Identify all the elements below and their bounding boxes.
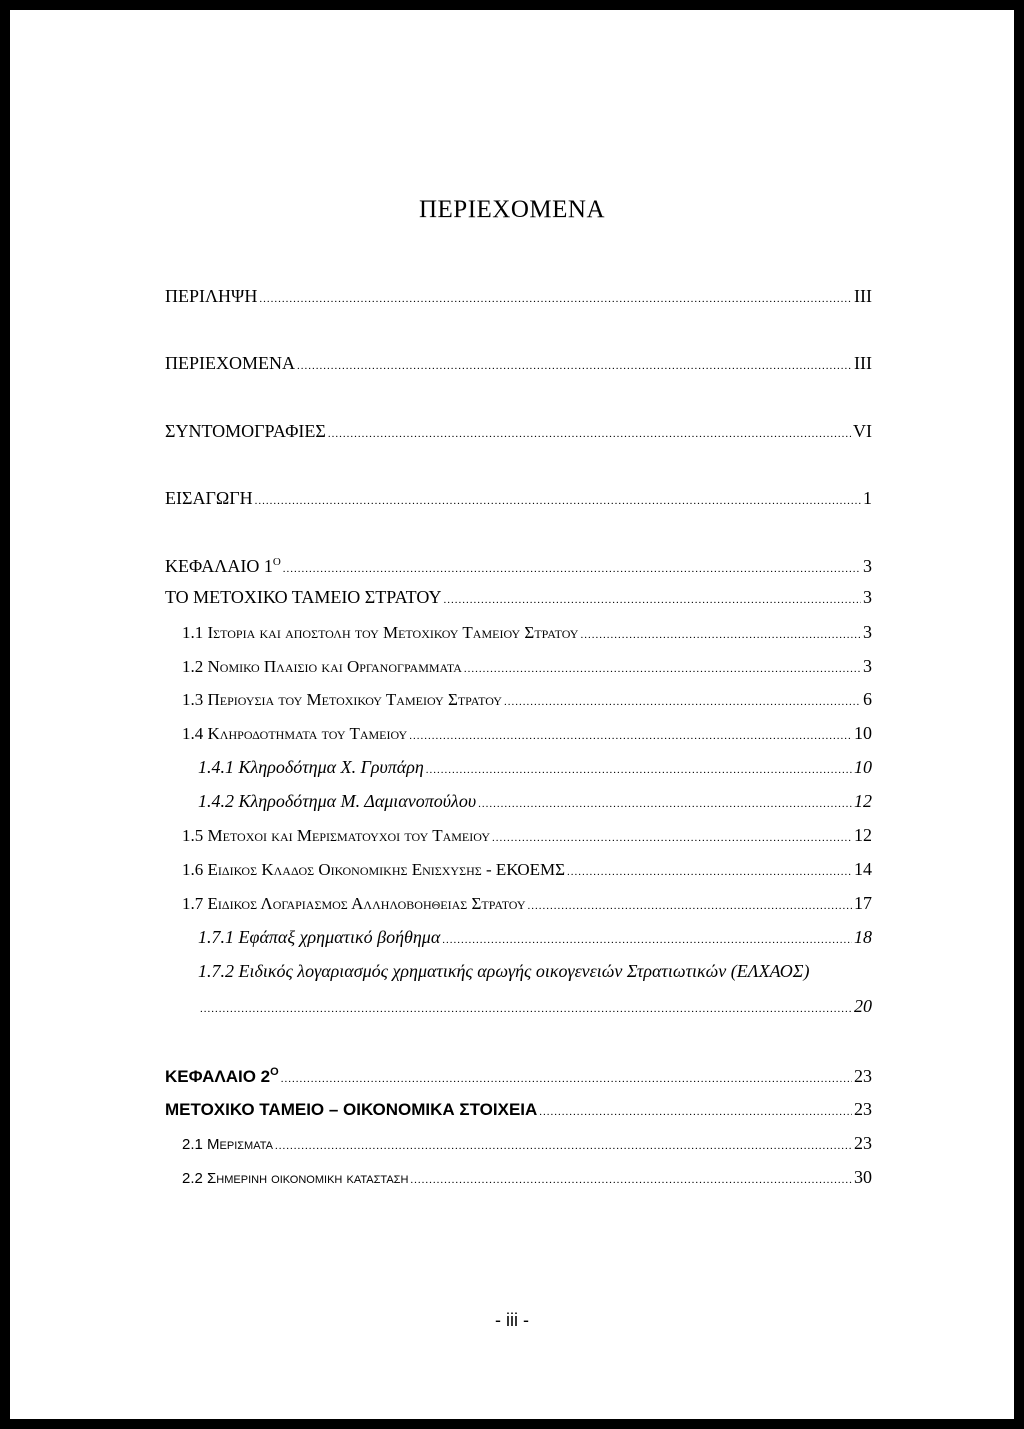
toc-label: ΕΙΣΑΓΩΓΗ (165, 488, 253, 508)
toc-leader (283, 558, 861, 580)
toc-label: 1.4 Κληροδοτηματα του Ταμειου (182, 724, 408, 743)
toc-page-number: III (854, 353, 872, 373)
toc-page-number: 1 (863, 488, 872, 508)
toc-leader (539, 1101, 852, 1123)
toc-entry-chapter-1[interactable] (165, 555, 872, 577)
toc-page-number: 6 (863, 689, 872, 709)
toc-page-number: 20 (854, 996, 872, 1016)
toc-leader (281, 1068, 852, 1090)
toc-leader (442, 929, 852, 951)
toc-page-number: 12 (854, 791, 872, 811)
toc-label: 1.6 Ειδικος Κλαδος Οικονομικης Ενισχυσης - ΕΚΟΕΜΣ (182, 860, 566, 879)
toc-leader (443, 589, 861, 611)
toc-entry-section-1-6[interactable] (182, 858, 872, 880)
toc-entry-chapter-2[interactable] (165, 1065, 872, 1087)
toc-entry-summary[interactable] (165, 285, 872, 307)
toc-page-number: 10 (854, 723, 872, 743)
toc-leader (328, 423, 851, 445)
toc-entry-section-1-4-1[interactable] (198, 756, 872, 778)
toc-label: 1.7 Ειδικος Λογαριασμος Αλληλοβοηθειας Στρατου (182, 894, 526, 913)
toc-label: 1.5 Μετοχοι και Μερισματουχοι του Ταμειου (182, 826, 490, 845)
toc-leader (492, 827, 852, 849)
toc-entry-contents[interactable] (165, 352, 872, 374)
toc-page-number: 17 (854, 893, 872, 913)
toc-entry-section-1-7[interactable] (182, 892, 872, 914)
toc-page-number: 3 (863, 587, 872, 607)
toc-leader (464, 658, 861, 680)
toc-entry-introduction[interactable] (165, 487, 872, 509)
toc-entry-section-1-1[interactable] (182, 621, 872, 643)
toc-page-number: 30 (854, 1167, 872, 1187)
toc-entry-section-1-7-2[interactable] (198, 960, 872, 982)
toc-page-number: 14 (854, 859, 872, 879)
toc-page-number: 18 (854, 927, 872, 947)
toc-entry-section-1-7-1[interactable] (198, 926, 872, 948)
toc-leader (410, 1169, 852, 1191)
toc-label: 1.1 Ιστορια και αποστολη του Μετοχικου Ταμειου Στρατου (182, 623, 579, 642)
toc-entry-section-1-4-2[interactable] (198, 790, 872, 812)
toc-page-number: III (854, 286, 872, 306)
toc-label (165, 1066, 279, 1088)
toc-leader (409, 725, 852, 747)
toc-label: 1.7.2 Ειδικός λογαριασμός χρηματικής αρωγής οικογενειών Στρατιωτικών (ΕΛΧΑΟΣ) (198, 961, 810, 981)
toc-leader (528, 895, 852, 917)
toc-page-number: 23 (854, 1133, 872, 1153)
toc-leader (426, 759, 852, 781)
toc-entry-abbreviations[interactable] (165, 420, 872, 442)
toc-leader (580, 624, 861, 646)
toc-leader (504, 691, 861, 713)
toc-page-number: 23 (854, 1066, 872, 1086)
toc-entry-section-2-2[interactable] (182, 1166, 872, 1188)
chapter-heading: ΚΕΦΑΛΑΙΟ 2 (165, 1067, 271, 1086)
page-title: ΠΕΡΙΕΧΟΜΕΝΑ (418, 196, 606, 223)
toc-label: 1.2 Νομικο Πλαισιο και Οργανογραμματα (182, 657, 462, 676)
toc-entry-section-1-2[interactable] (182, 655, 872, 677)
toc-leader (478, 793, 852, 815)
toc-label: 2.2 Σημερινη οικονομικη κατασταση (182, 1170, 409, 1187)
toc-entry-section-1-7-2-leader[interactable] (198, 995, 872, 1017)
toc-leader (200, 998, 852, 1020)
toc-leader (275, 1135, 852, 1157)
toc-label: 1.3 Περιουσια του Μετοχικου Ταμειου Στρατου (182, 690, 502, 709)
toc-entry-section-1-4[interactable] (182, 722, 872, 744)
toc-page-number: 23 (854, 1099, 872, 1119)
toc-leader (297, 355, 852, 377)
chapter-ordinal: Ο (272, 556, 281, 568)
toc-label: ΣΥΝΤΟΜΟΓΡΑΦΙΕΣ (165, 421, 326, 441)
chapter-ordinal: Ο (270, 1066, 279, 1078)
toc-label: ΠΕΡΙΛΗΨΗ (165, 286, 258, 306)
toc-page-number: 12 (854, 825, 872, 845)
toc-leader (255, 490, 861, 512)
toc-page-number: 3 (863, 556, 872, 576)
toc-page-number: 3 (863, 622, 872, 642)
page-footer-number: - iii - (495, 1310, 529, 1330)
chapter-heading: ΚΕΦΑΛΑΙΟ 1 (165, 556, 273, 576)
toc-leader (567, 861, 852, 883)
toc-label: 1.7.1 Εφάπαξ χρηματικό βοήθημα (198, 927, 441, 947)
toc-entry-chapter-1-title[interactable] (165, 586, 872, 608)
toc-entry-section-2-1[interactable] (182, 1132, 872, 1154)
toc-entry-section-1-3[interactable] (182, 688, 872, 710)
toc-label (165, 555, 281, 577)
toc-page-number: 10 (854, 757, 872, 777)
toc-leader (259, 288, 852, 310)
toc-label: ΜΕΤΟΧΙΚΟ ΤΑΜΕΙΟ – ΟΙΚΟΝΟΜΙΚΑ ΣΤΟΙΧΕΙΑ (165, 1100, 538, 1119)
toc-label: 2.1 Μερισματα (182, 1136, 273, 1153)
toc-page-number: VI (853, 421, 872, 441)
document-page (10, 10, 1014, 1419)
toc-label: 1.4.1 Κληροδότημα Χ. Γρυπάρη (198, 757, 424, 777)
toc-entry-section-1-5[interactable] (182, 824, 872, 846)
toc-label: ΠΕΡΙΕΧΟΜΕΝΑ (165, 353, 295, 373)
toc-label: 1.4.2 Κληροδότημα Μ. Δαμιανοπούλου (198, 791, 477, 811)
toc-entry-chapter-2-title[interactable] (165, 1098, 872, 1120)
toc-label: ΤΟ ΜΕΤΟΧΙΚΟ ΤΑΜΕΙΟ ΣΤΡΑΤΟΥ (165, 587, 442, 607)
toc-page-number: 3 (863, 656, 872, 676)
